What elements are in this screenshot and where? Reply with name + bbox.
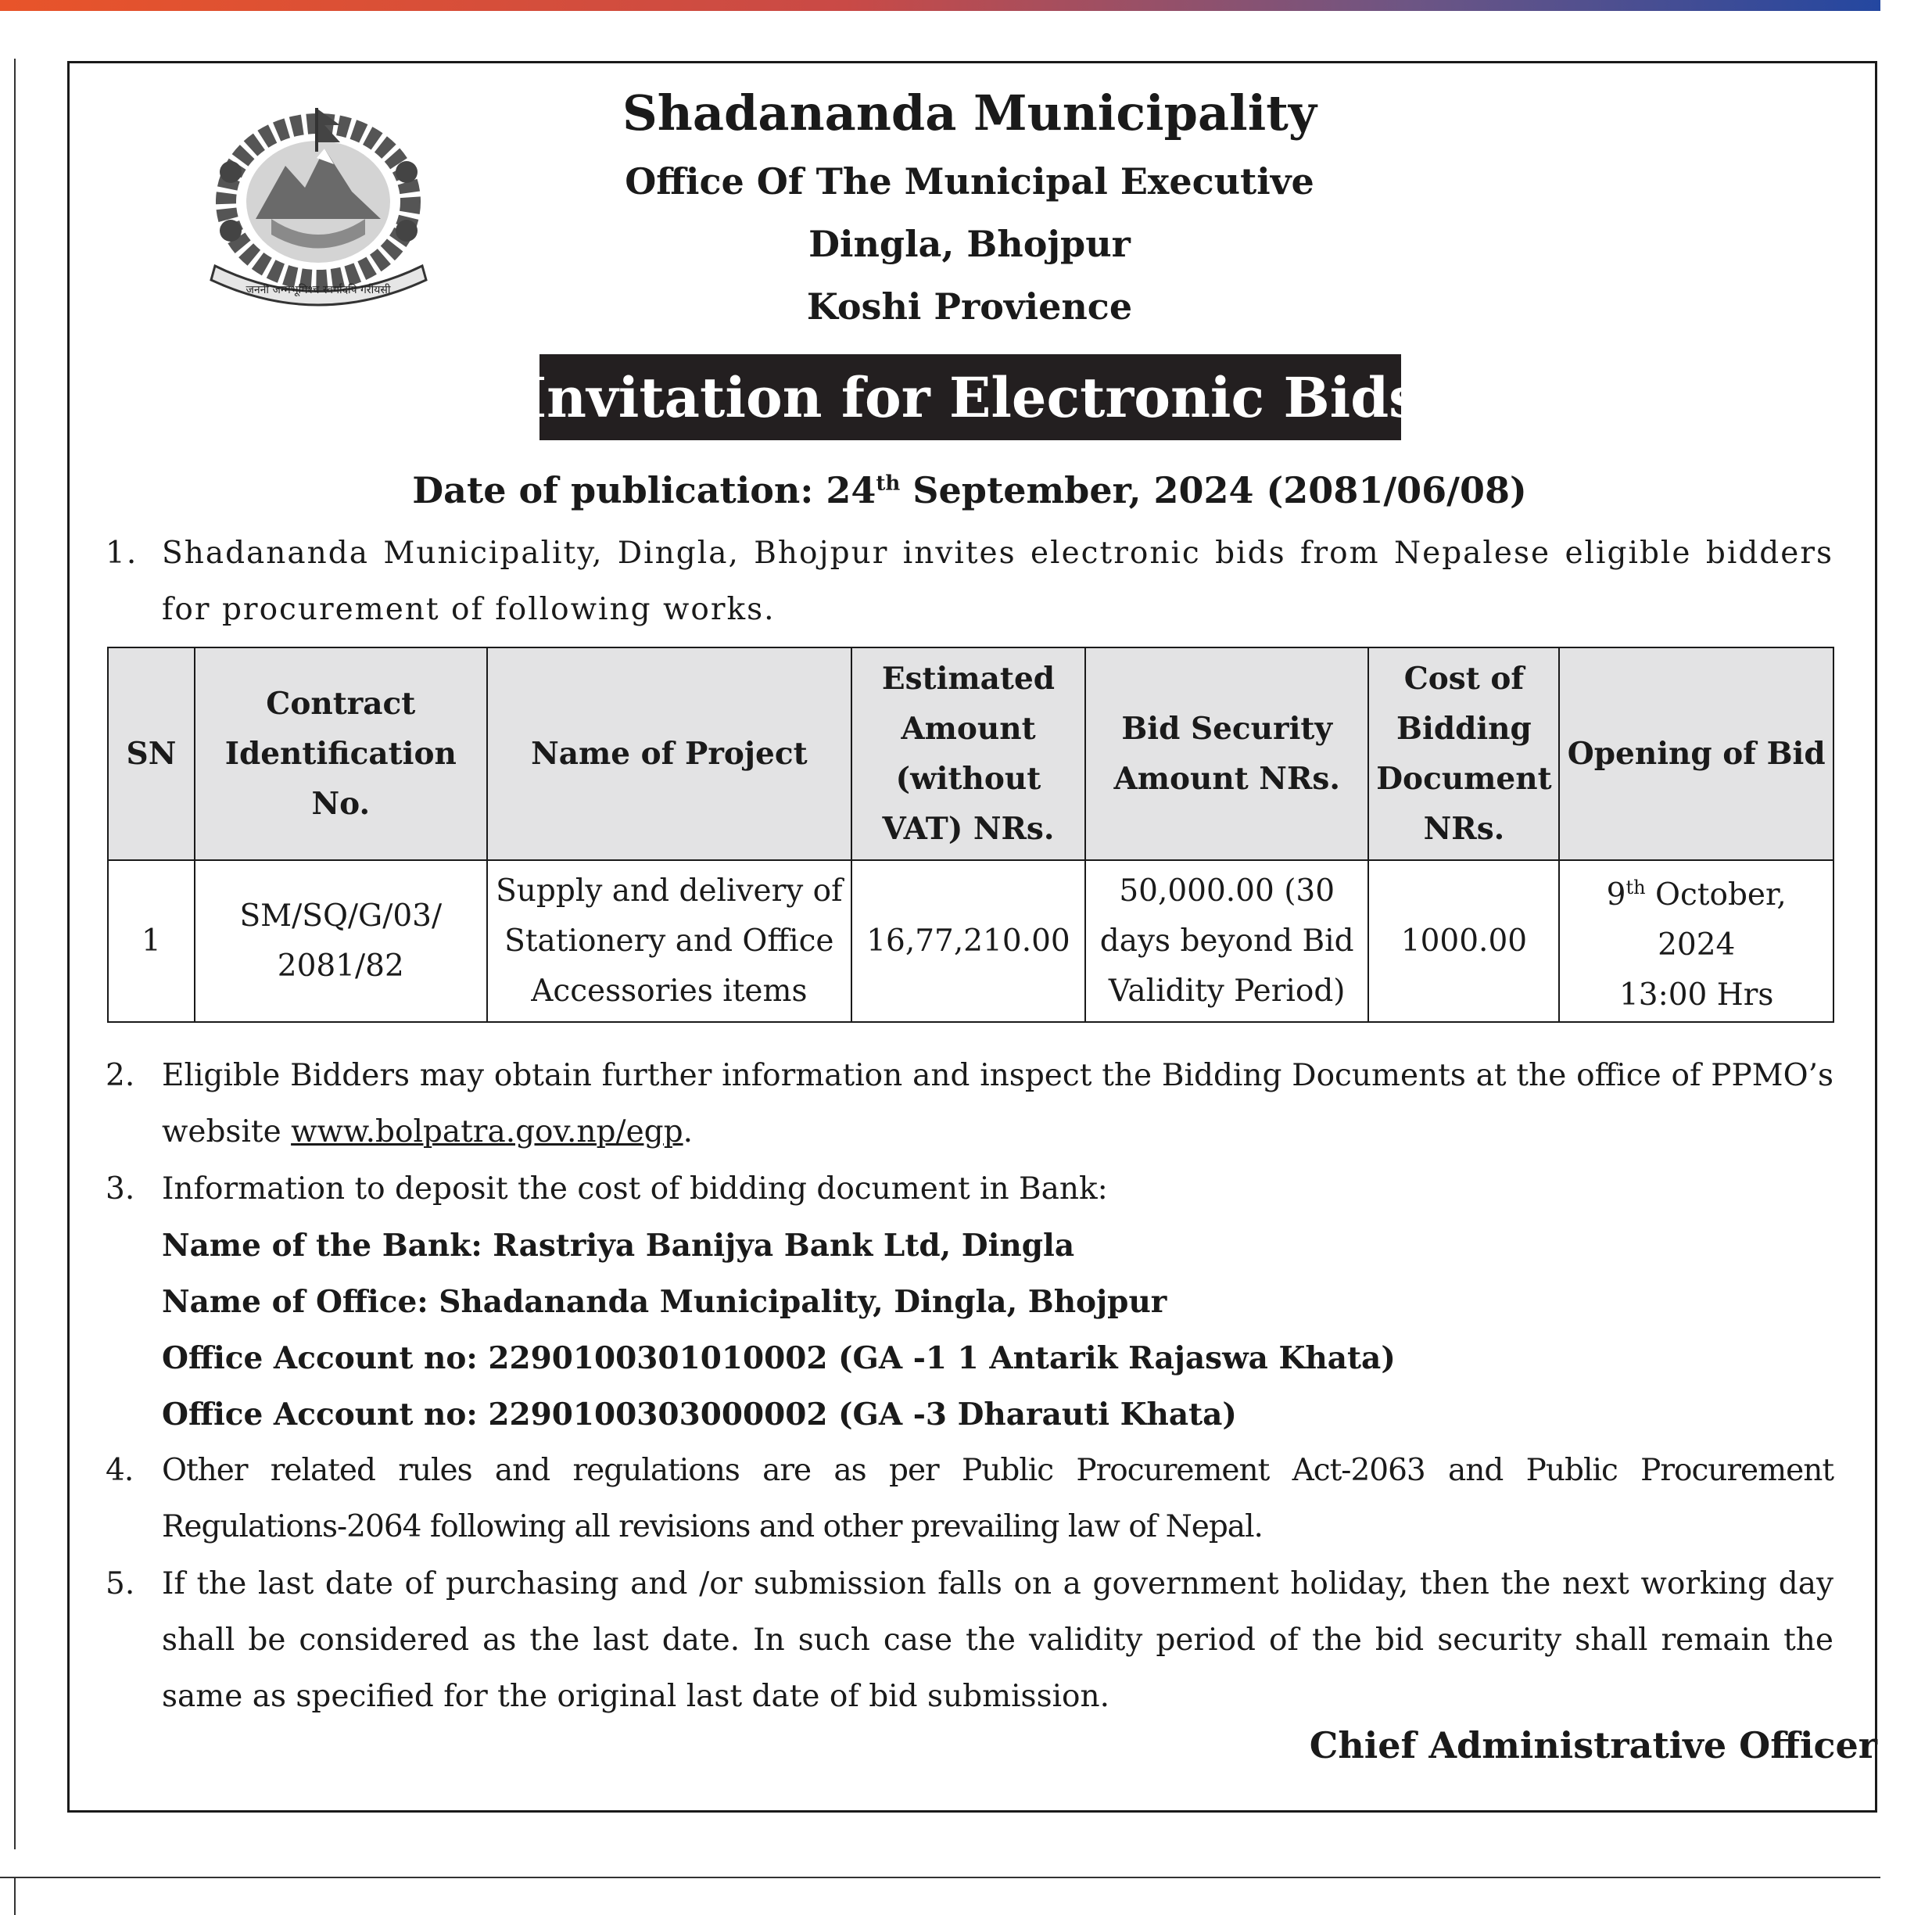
cell-project-name: Supply and delivery of Stationery and Office Accessories items	[487, 860, 851, 1022]
table-row	[108, 860, 1833, 1022]
paragraph-4-text: Other related rules and regulations are as per Public Procurement Act-2063 and Public Procurement Regulations-2064 following all revisions and other prevailing law of Nepal.	[162, 1453, 1833, 1544]
paragraph-5	[106, 1556, 1833, 1725]
header-opening: Opening of Bid	[1559, 647, 1833, 860]
bid-table	[107, 647, 1834, 1023]
province-name: Koshi Provience	[806, 285, 1133, 328]
paragraph-2-text: Eligible Bidders may obtain further information and inspect the Bidding Documents at the office of PPMO’s website	[162, 1058, 1833, 1149]
cell-estimated-amount: 16,77,210.00	[851, 860, 1085, 1022]
paragraph-1-text: Shadananda Municipality, Dingla, Bhojpur invites electronic bids from Nepalese eligible bidders for procurement of following works.	[162, 536, 1833, 627]
signature-title: Chief Administrative Officer	[1309, 1724, 1877, 1766]
bottom-left-rule	[14, 1877, 16, 1915]
notice-title	[521, 354, 1420, 440]
header-sn: SN	[108, 647, 195, 860]
table-header-row	[108, 647, 1833, 860]
paragraph-5-number: 5.	[106, 1566, 135, 1601]
header-project-name: Name of Project	[487, 647, 851, 860]
top-color-bar	[0, 0, 1880, 11]
notice-title-text: Invitation for Electronic Bids	[521, 364, 1420, 430]
municipality-name: Shadananda Municipality	[622, 84, 1317, 142]
publication-date	[235, 469, 1704, 511]
paragraph-4-number: 4.	[106, 1453, 134, 1488]
emblem-motto: जननी जन्मभूमिश्च स्वर्गादपि गरीयसी	[246, 284, 391, 296]
publication-date-label: Date of publication: 24	[412, 469, 876, 511]
cell-doc-cost: 1000.00	[1368, 860, 1559, 1022]
account-number-2: Office Account no: 2290100303000002 (GA -3 Dharauti Khata)	[162, 1397, 1237, 1433]
cell-bid-security: 50,000.00 (30 days beyond Bid Validity Period)	[1085, 860, 1369, 1022]
office-name-line: Name of Office: Shadananda Municipality, Dingla, Bhojpur	[162, 1284, 1167, 1320]
left-margin-rule	[14, 59, 16, 1849]
header-bid-security: Bid Security Amount NRs.	[1085, 647, 1369, 860]
office-location: Dingla, Bhojpur	[808, 223, 1131, 265]
cell-opening	[1559, 860, 1833, 1022]
cell-contract-id: SM/SQ/G/03/ 2081/82	[195, 860, 487, 1022]
paragraph-2	[106, 1048, 1833, 1160]
header-doc-cost: Cost of Bidding Document NRs.	[1368, 647, 1559, 860]
opening-date: October, 2024	[1645, 877, 1787, 963]
paragraph-2-number: 2.	[106, 1058, 135, 1093]
paragraph-1-number: 1.	[106, 536, 138, 571]
header-estimated-amount: Estimated Amount (without VAT) NRs.	[851, 647, 1085, 860]
bolpatra-link[interactable]: www.bolpatra.gov.np/egp	[291, 1114, 683, 1149]
paragraph-1	[106, 525, 1833, 638]
paragraph-4	[106, 1443, 1833, 1555]
opening-day-suffix: th	[1626, 876, 1646, 898]
publication-date-rest: September, 2024 (2081/06/08)	[900, 469, 1527, 511]
paragraph-2-end: .	[683, 1114, 693, 1149]
publication-date-suffix: th	[876, 472, 901, 496]
bottom-rule	[0, 1877, 1880, 1878]
paragraph-5-text: If the last date of purchasing and /or submission falls on a government holiday, then the next working day shall be considered as the last date. In such case the validity period of the bid security shall remain the same as specified for the original last date of bid submission.	[162, 1566, 1833, 1714]
office-name: Office Of The Municipal Executive	[625, 160, 1314, 203]
nepal-emblem-icon	[199, 102, 438, 309]
bank-name: Name of the Bank: Rastriya Banijya Bank Ltd, Dingla	[162, 1228, 1075, 1264]
account-number-1: Office Account no: 2290100301010002 (GA -1 1 Antarik Rajaswa Khata)	[162, 1340, 1396, 1376]
paragraph-3	[106, 1161, 1833, 1443]
header-contract-id: Contract Identification No.	[195, 647, 487, 860]
cell-sn: 1	[108, 860, 195, 1022]
opening-time: 13:00 Hrs	[1618, 977, 1774, 1013]
paragraph-3-number: 3.	[106, 1171, 135, 1207]
opening-day: 9	[1606, 877, 1626, 913]
paragraph-3-text: Information to deposit the cost of bidding document in Bank:	[162, 1171, 1108, 1207]
